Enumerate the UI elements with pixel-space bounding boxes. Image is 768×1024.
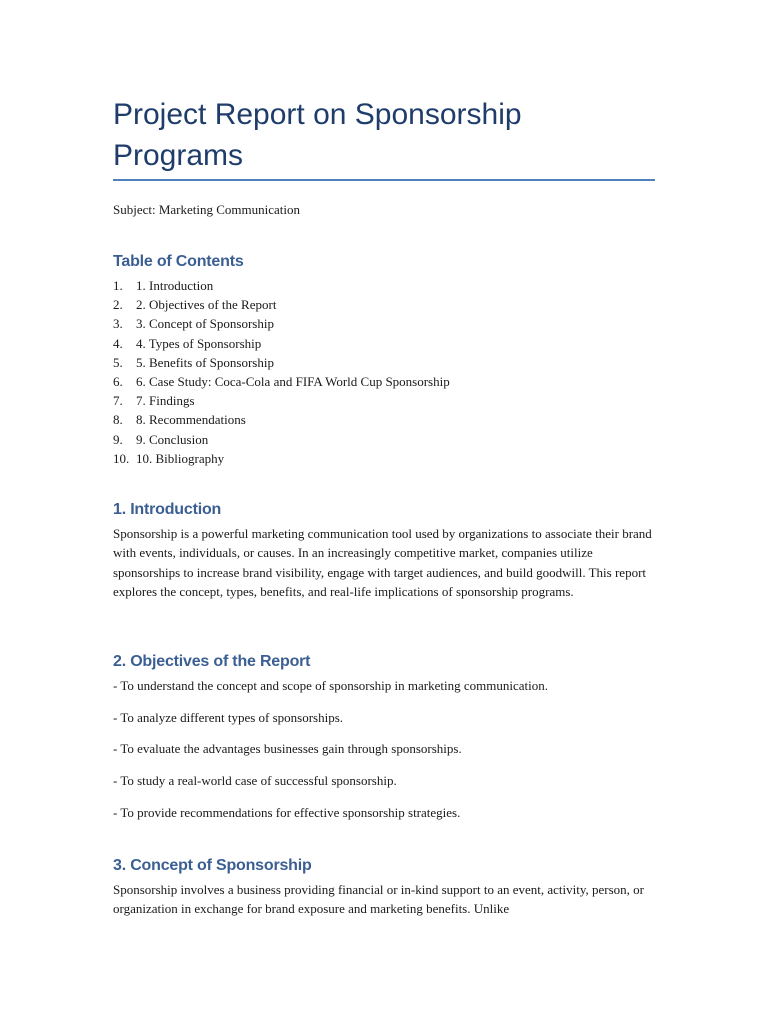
objective-item: - To provide recommendations for effective sponsorship strategies. bbox=[113, 805, 461, 820]
toc-item: 1. 1. Introduction bbox=[113, 278, 214, 293]
concept-heading: 3. Concept of Sponsorship bbox=[113, 857, 312, 874]
toc-item: 7. 7. Findings bbox=[113, 393, 195, 409]
toc-item: 9. 9. Conclusion bbox=[113, 431, 209, 447]
introduction-heading: 1. Introduction bbox=[113, 501, 222, 518]
toc-item: 5. 5. Benefits of Sponsorship bbox=[113, 354, 274, 370]
document-title: Project Report on Sponsorship Programs bbox=[113, 98, 522, 172]
objective-item: - To analyze different types of sponsorships. bbox=[113, 710, 344, 725]
toc-item: 2. 2. Objectives of the Report bbox=[113, 297, 277, 313]
title-underline bbox=[113, 179, 655, 181]
introduction-paragraph: Sponsorship is a powerful marketing communication tool used by organizations to associate their brand with events, individuals, or causes. In an increasingly competitive market, companies utilize sponsorships to increase brand visibility, engage with target audiences, and build goodwill. This report explores the concept, types, benefits, and real-life implications of sponsorship programs. bbox=[113, 526, 652, 599]
toc-item: 3. 3. Concept of Sponsorship bbox=[113, 316, 274, 332]
table-of-contents bbox=[113, 276, 450, 468]
toc-item: 8. 8. Recommendations bbox=[113, 412, 246, 428]
toc-heading: Table of Contents bbox=[113, 253, 244, 270]
objectives-heading: 2. Objectives of the Report bbox=[113, 653, 311, 670]
toc-item: 10. 10. Bibliography bbox=[113, 450, 225, 466]
objective-item: - To study a real-world case of successful sponsorship. bbox=[113, 773, 397, 788]
subject-line: Subject: Marketing Communication bbox=[113, 202, 301, 217]
objective-item: - To understand the concept and scope of sponsorship in marketing communication. bbox=[113, 678, 548, 693]
toc-item: 6. 6. Case Study: Coca-Cola and FIFA World Cup Sponsorship bbox=[113, 373, 450, 389]
objective-item: - To evaluate the advantages businesses gain through sponsorships. bbox=[113, 741, 462, 756]
concept-paragraph: Sponsorship involves a business providing financial or in-kind support to an event, activity, person, or organization in exchange for brand exposure and marketing benefits. Unlike bbox=[113, 882, 644, 917]
toc-item: 4. 4. Types of Sponsorship bbox=[113, 335, 262, 351]
